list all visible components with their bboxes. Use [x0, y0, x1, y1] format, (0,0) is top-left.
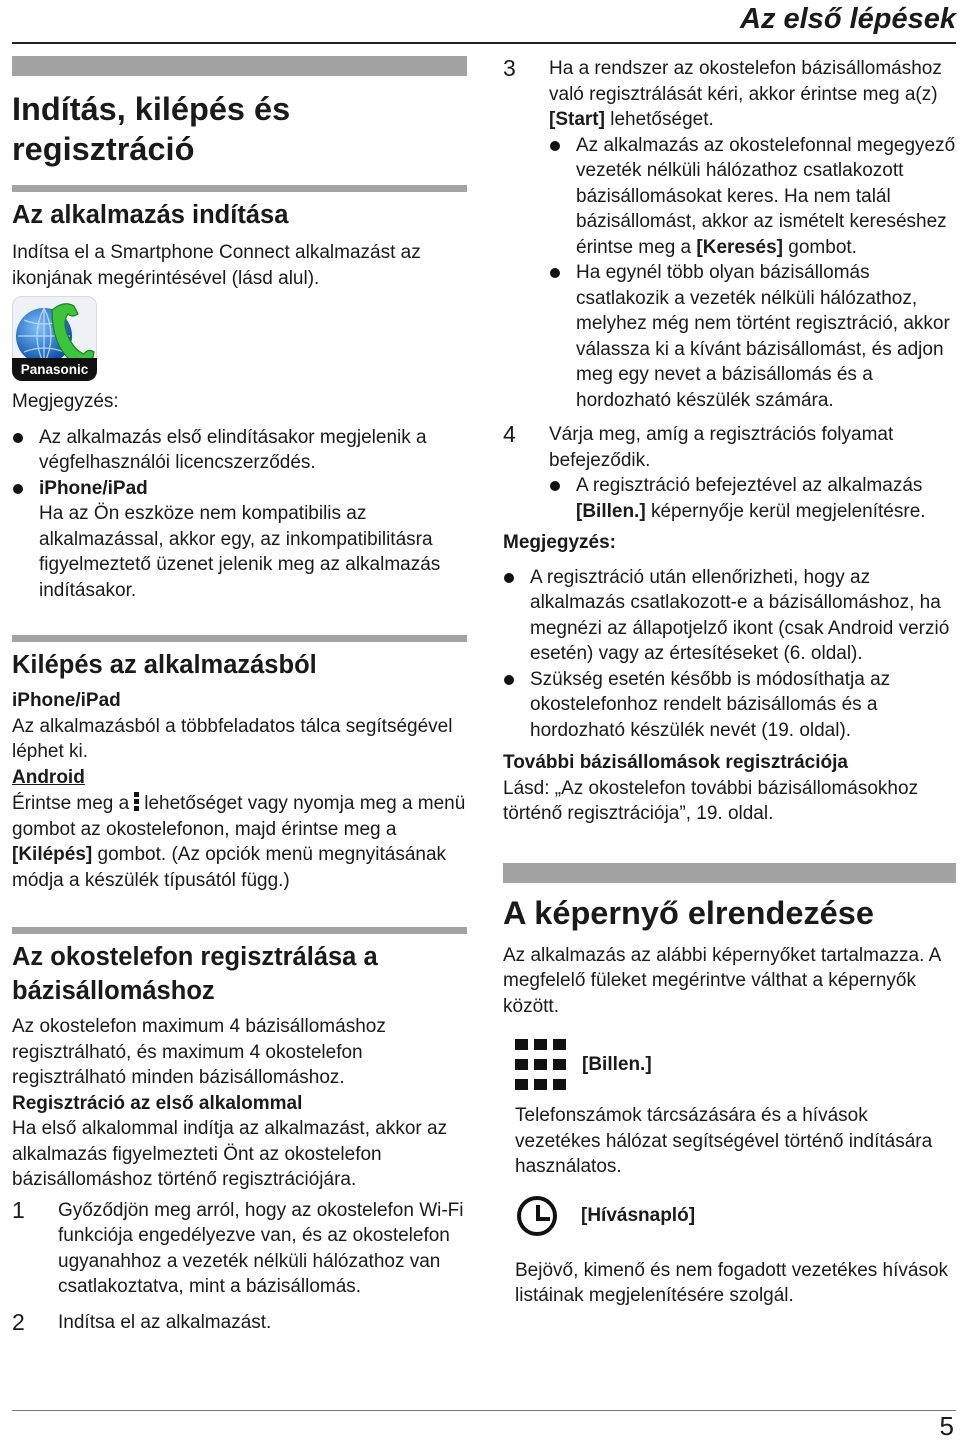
exit-button-label: [Kilépés] [12, 844, 93, 865]
subsection-title-launch: Az alkalmazás indítása [12, 201, 289, 229]
list-item: A regisztráció után ellenőrizheti, hogy az alkalmazás csatlakozott-e a bázisállomáshoz, ha megnézi az állapotjelző ikont (csak Android verzió esetén) vagy az értesítéseket (6. oldal). [503, 565, 956, 667]
register-intro: Az okostelefon maximum 4 bázisállomáshoz regisztrálható, és maximum 4 okostelefon regisztrálható minden bázisállomáshoz. [12, 1016, 386, 1088]
step-number: 2 [12, 1308, 25, 1335]
page-header-title: Az első lépések [740, 3, 956, 35]
left-column [12, 56, 467, 1335]
register-first-time-heading: Regisztráció az első alkalommal [12, 1092, 303, 1114]
exit-heading-iphone: iPhone/iPad [12, 690, 121, 711]
step-number: 1 [12, 1196, 25, 1223]
list-item: Ha egynél több olyan bázisállomás csatlakozik a vezeték nélküli hálózathoz, melyhez még nem történt regisztráció, akkor válassza ki a kívánt bázisállomást, és adjon meg egy nevet a bázisállomás és a hordozható készülék számára. [549, 260, 956, 413]
dial-tab-label: [Billen.] [576, 500, 646, 522]
overflow-menu-icon [133, 790, 140, 813]
subsection-title-exit: Kilépés az alkalmazásból [12, 651, 317, 679]
start-button-label: [Start] [549, 109, 605, 130]
step-item: 1 Győződjön meg arról, hogy az okostelefon Wi-Fi funkciója engedélyezve van, és az okostelefon ugyanahhoz a vezeték nélküli hálózathoz van csatlakoztatva, mint a bázisállomás. [12, 1196, 464, 1297]
step-number: 4 [503, 421, 516, 447]
icon-brand-text: Panasonic [20, 362, 89, 377]
exit-text-android: Érintse meg a lehetőséget vagy nyomja meg a menü gombot az okostelefonon, majd érintse meg a [Kilépés] gombot. (Az opciók menü megnyitásának módja a készülék típusától függ.) [12, 790, 467, 893]
list-item: Az alkalmazás első elindításakor megjelenik a végfelhasználói licencszerződés. [12, 425, 467, 476]
register-steps [12, 1198, 467, 1336]
list-item [12, 476, 467, 604]
note-label: Megjegyzés: [503, 532, 616, 553]
exit-text-iphone: Az alkalmazásból a többfeladatos tálca segítségével léphet ki. [12, 715, 453, 762]
clock-icon [517, 1196, 557, 1236]
step4-bullets [549, 473, 956, 524]
footer-rule [12, 1410, 956, 1411]
exit-heading-android: Android [12, 766, 85, 788]
launch-notes-list [12, 425, 467, 604]
smartphone-connect-app-icon [12, 296, 97, 381]
register-steps-continued [503, 56, 956, 524]
step-item: 4 Várja meg, amíg a regisztrációs folyamat befejeződik. A regisztráció befejeztével az alkalmazás [Billen.] képernyője kerül megjelenítésre. [503, 422, 956, 524]
keypad-grid-icon [515, 1039, 567, 1091]
dial-tab-title: [Billen.] [582, 1054, 652, 1076]
step-item: 2 Indítsa el az alkalmazást. [12, 1308, 272, 1335]
note-label: Megjegyzés: [12, 391, 119, 412]
section-bar [503, 863, 956, 883]
more-bases-heading: További bázisállomások regisztrációja [503, 752, 848, 773]
right-column [503, 56, 956, 1309]
call-log-tab-row [517, 1196, 956, 1236]
note-heading-iphone: iPhone/iPad [39, 477, 148, 499]
search-button-label: [Keresés] [696, 236, 784, 258]
call-log-tab-description: Bejövő, kimenő és nem fogadott vezetékes hívások listáinak megjelenítésére szolgál. [515, 1259, 949, 1306]
dial-tab-row [515, 1039, 956, 1091]
page-number: 5 [939, 1411, 954, 1441]
globe-phone-icon [12, 296, 97, 381]
header-rule [12, 42, 956, 44]
call-log-tab-title: [Hívásnapló] [581, 1204, 696, 1226]
launch-intro: Indítsa el a Smartphone Connect alkalmazást az ikonjának megérintésével (lásd alul). [12, 242, 421, 289]
list-item: A regisztráció befejeztével az alkalmazás [Billen.] képernyője kerül megjelenítésre. [549, 473, 956, 524]
list-item: Az alkalmazás az okostelefonnal megegyező vezeték nélküli hálózathoz csatlakozott bázisállomásokat keres. Ha nem talál bázisállomást, akkor az ismételt kereséshez érintse meg a [Keresés] gombot. [549, 133, 956, 261]
dial-tab-description: Telefonszámok tárcsázására és a hívások vezetékes hálózat segítségével történő indítására használatos. [515, 1105, 933, 1177]
subsection-bar [12, 185, 467, 192]
section-title-start-exit-register: Indítás, kilépés és regisztráció [12, 91, 291, 167]
screen-layout-intro: Az alkalmazás az alábbi képernyőket tartalmazza. A megfelelő füleket megérintve válthat a képernyők között. [503, 944, 941, 1017]
step3-bullets [549, 133, 956, 414]
step-item: 3 Ha a rendszer az okostelefon bázisállomáshoz való regisztrálását kéri, akkor érintse meg a(z) [Start] lehetőséget. Az alkalmazás az okostelefonnal megegyező vezeték nélküli hálózathoz csatlakozott bázisállomásokat keres. Ha nem talál bázisállomást, akkor az ismételt kereséshez érintse meg a [Keresés] gombot. Ha egynél több olyan bázisállomás csatlakozik a vezeték nélküli hálózathoz, melyhez még nem történt regisztráció, akkor válassza ki a kívánt bázisállomást, és adjon meg egy nevet a bázisállomás és a hordozható készülék számára. [503, 56, 956, 413]
subsection-bar [12, 635, 467, 642]
register-first-time-text: Ha első alkalommal indítja az alkalmazást, akkor az alkalmazás figyelmezteti Önt az okostelefon bázisállomáshoz történő regisztrációjára. [12, 1118, 448, 1190]
register-notes-list [503, 565, 956, 744]
subsection-bar [12, 927, 467, 934]
section-bar [12, 56, 467, 76]
subsection-title-register: Az okostelefon regisztrálása a bázisállomáshoz [12, 943, 378, 1005]
more-bases-text: Lásd: „Az okostelefon további bázisállomásokhoz történő regisztrációja”, 19. oldal. [503, 777, 919, 824]
note-text-iphone: Ha az Ön eszköze nem kompatibilis az alkalmazással, akkor egy, az inkompatibilitásra figyelmeztető üzenet jelenik meg az alkalmazás indításakor. [39, 503, 441, 601]
list-item: Szükség esetén később is módosíthatja az okostelefonhoz rendelt bázisállomás és a hordozható készülék nevét (19. oldal). [503, 667, 956, 744]
step-number: 3 [503, 55, 516, 81]
section-title-screen-layout: A képernyő elrendezése [503, 894, 874, 931]
